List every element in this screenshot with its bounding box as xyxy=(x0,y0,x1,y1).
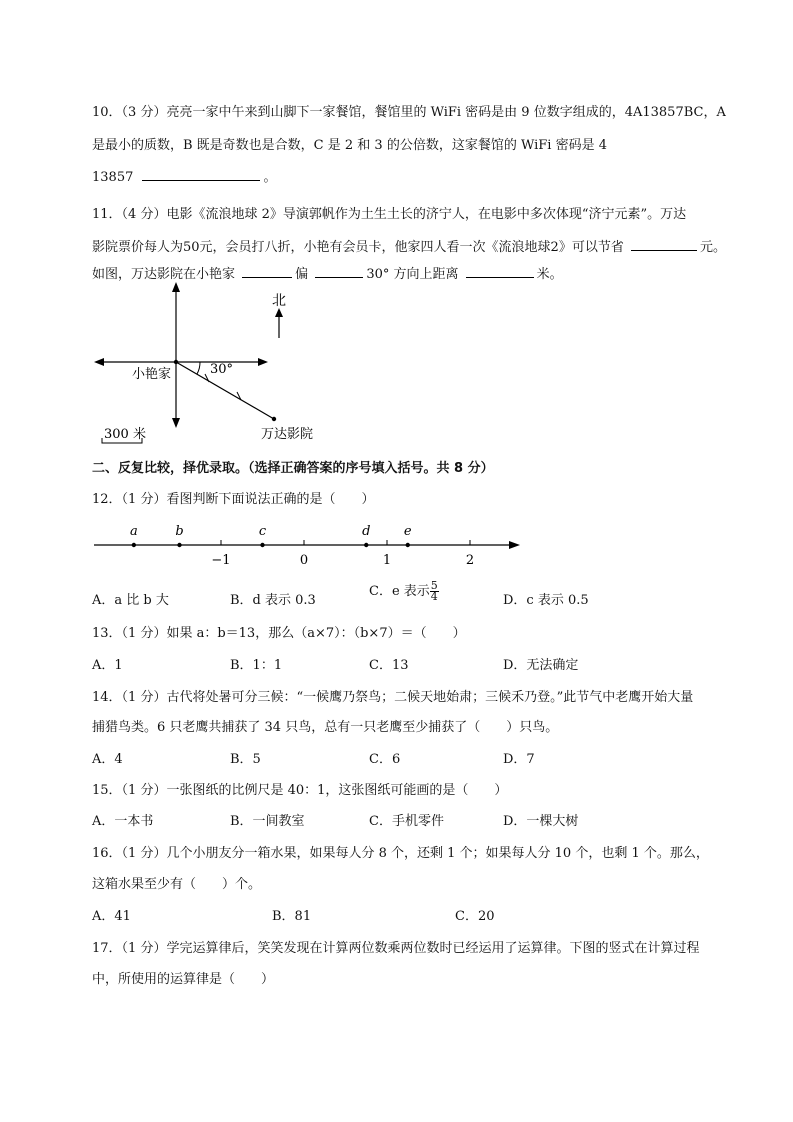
q11-line1: 11．（4 分）电影《流浪地球 2》导演郭帆作为土生土长的济宁人，在电影中多次体现“济宁元素”。万达 xyxy=(92,207,687,222)
q15-stem: 15．（1 分）一张图纸的比例尺是 40：1，这张图纸可能画的是（ ） xyxy=(92,783,508,798)
fraction-numerator: 5 xyxy=(430,579,438,592)
number-line-point-label: c xyxy=(258,524,267,539)
q16-option-a[interactable]: A．41 xyxy=(92,909,131,924)
q11-line2 xyxy=(92,236,726,255)
north-indicator-icon xyxy=(275,308,283,317)
number-line-point-a xyxy=(132,543,136,547)
cinema-label: 万达影院 xyxy=(261,427,314,442)
home-label: 小艳家 xyxy=(132,367,172,382)
q13-option-a[interactable]: A．1 xyxy=(92,658,123,673)
q11-direction-blank-1[interactable] xyxy=(242,265,292,278)
q11-line2-suffix: 元。 xyxy=(699,240,726,255)
q12-option-c[interactable] xyxy=(369,580,439,602)
q12-option-c-fraction xyxy=(430,581,439,602)
q13-option-d[interactable]: D．无法确定 xyxy=(503,658,579,673)
q14-option-b[interactable]: B．5 xyxy=(230,752,261,767)
q14-option-a[interactable]: A．4 xyxy=(92,752,123,767)
number-line-point-d xyxy=(364,543,368,547)
number-line-tick-label: 1 xyxy=(382,553,392,568)
q11-line2-prefix: 影院票价每人为50元，会员打八折，小艳有会员卡，他家四人看一次《流浪地球2》可以节省 xyxy=(92,240,624,255)
q12-option-d[interactable]: D．c 表示 0.5 xyxy=(503,593,589,608)
q10-line3-suffix: 。 xyxy=(263,170,277,185)
q14-option-d[interactable]: D．7 xyxy=(503,752,535,767)
north-arrow-icon xyxy=(172,282,180,292)
north-label: 北 xyxy=(272,293,286,309)
number-line-tick-label: −1 xyxy=(211,553,231,568)
q10-line2: 是最小的质数，B 既是奇数也是合数，C 是 2 和 3 的公倍数，这家餐馆的 WiFi 密码是 4 xyxy=(92,138,607,153)
q16-line1: 16．（1 分）几个小朋友分一箱水果，如果每人分 8 个，还剩 1 个；如果每人分 10 个，也剩 1 个。那么， xyxy=(92,846,709,861)
ray-tick-1 xyxy=(205,374,209,382)
number-line-tick-label: 2 xyxy=(465,553,475,568)
q12-option-a[interactable]: A．a 比 b 大 xyxy=(92,593,169,608)
q11-line3-d: 米。 xyxy=(536,267,563,282)
number-line-point-e xyxy=(406,543,410,547)
q13-stem: 13．（1 分）如果 a：b＝13，那么（a×7）：（b×7）＝（ ） xyxy=(92,626,466,641)
q11-savings-blank[interactable] xyxy=(631,238,697,251)
scale-label: 300 米 xyxy=(104,427,146,442)
q12-stem: 12．（1 分）看图判断下面说法正确的是（ ） xyxy=(92,492,375,507)
q12-option-b[interactable]: B．d 表示 0.3 xyxy=(230,593,316,608)
q10-answer-blank[interactable] xyxy=(142,168,260,181)
section2-heading: 二、反复比较，择优录取。（选择正确答案的序号填入括号。共 8 分） xyxy=(92,461,494,476)
q11-line3-c: 30° 方向上距离 xyxy=(366,267,459,282)
q17-line2: 中，所使用的运算律是（ ） xyxy=(92,972,275,987)
q15-option-b[interactable]: B．一间教室 xyxy=(230,814,305,829)
number-line-point-label: d xyxy=(362,524,371,539)
fraction-denominator: 4 xyxy=(430,590,438,603)
q13-option-c[interactable]: C．13 xyxy=(369,658,409,673)
q11-line3-b: 偏 xyxy=(295,267,309,282)
q15-option-d[interactable]: D．一棵大树 xyxy=(503,814,579,829)
q17-line1: 17．（1 分）学完运算律后，笑笑发现在计算两位数乘两位数时已经运用了运算律。下图的竖式在计算过程 xyxy=(92,941,700,956)
q14-line2: 捕猎鸟类。6 只老鹰共捕获了 34 只鸟，总有一只老鹰至少捕获了（ ）只鸟。 xyxy=(92,720,559,735)
q16-option-c[interactable]: C．20 xyxy=(455,909,495,924)
q16-line2: 这箱水果至少有（ ）个。 xyxy=(92,877,262,892)
q11-direction-blank-2[interactable] xyxy=(315,265,363,278)
q13-option-b[interactable]: B．1：1 xyxy=(230,658,283,673)
number-line-point-label: e xyxy=(403,524,412,539)
number-line-arrow-icon xyxy=(509,541,520,549)
q15-option-c[interactable]: C．手机零件 xyxy=(369,814,444,829)
q11-distance-blank[interactable] xyxy=(466,265,534,278)
cinema-point xyxy=(272,417,276,421)
q14-option-c[interactable]: C．6 xyxy=(369,752,401,767)
east-arrow-icon xyxy=(258,358,268,366)
q12-number-line xyxy=(88,516,528,572)
q10-line3 xyxy=(92,166,277,185)
q11-line3-a: 如图，万达影院在小艳家 xyxy=(92,267,236,282)
angle-label: 30° xyxy=(210,362,234,377)
q16-option-b[interactable]: B．81 xyxy=(272,909,312,924)
angle-arc xyxy=(197,362,200,374)
q11-direction-diagram xyxy=(86,280,346,450)
south-arrow-icon xyxy=(172,418,180,428)
q15-option-a[interactable]: A．一本书 xyxy=(92,814,154,829)
number-line-point-c xyxy=(260,543,264,547)
west-arrow-icon xyxy=(94,358,104,366)
number-line-point-label: b xyxy=(175,524,184,539)
number-line-point-label: a xyxy=(129,524,138,539)
q14-line1: 14．（1 分）古代将处暑可分三候：“一候鹰乃祭鸟；二候天地始肃；三候禾乃登。”此节气中老鹰开始大量 xyxy=(92,690,694,705)
number-line-tick-label: 0 xyxy=(299,553,309,568)
q10-line1: 10．（3 分）亮亮一家中午来到山脚下一家餐馆，餐馆里的 WiFi 密码是由 9 位数字组成的，4A13857BC，A xyxy=(92,105,726,120)
number-line-point-b xyxy=(177,543,181,547)
q10-line3-prefix: 13857 xyxy=(92,170,134,185)
q12-option-c-prefix: C．e 表示 xyxy=(369,584,430,599)
